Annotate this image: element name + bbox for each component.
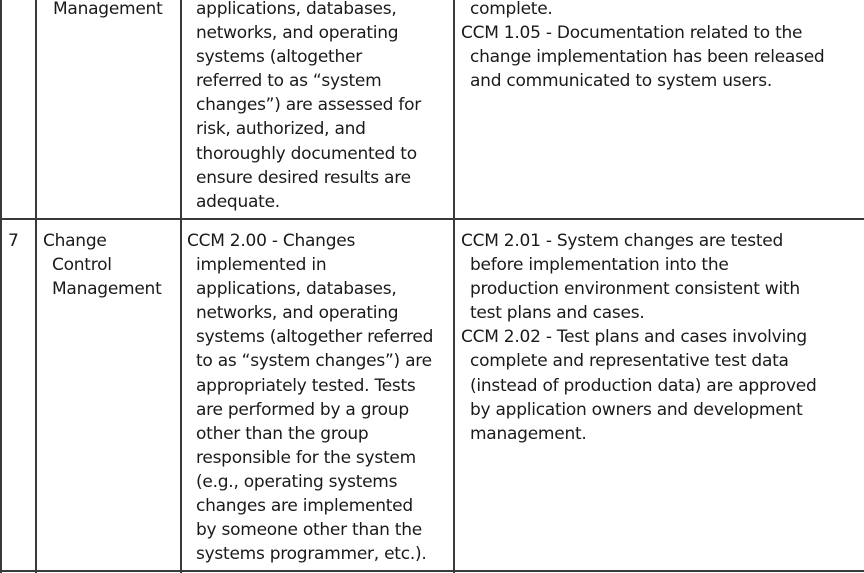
objective-text-line: responsible for the system: [196, 447, 416, 468]
objective-text-line: thoroughly documented to: [196, 143, 417, 164]
row-1-criteria-cell: [461, 0, 824, 93]
objective-text-line: by someone other than the: [196, 520, 422, 541]
objective-text-line: are performed by a group: [196, 399, 409, 420]
column-divider-number: [35, 0, 37, 573]
objective-text-line: (e.g., operating systems: [196, 471, 398, 492]
table-border-left: [0, 0, 2, 573]
row-2-number: 7: [8, 231, 19, 251]
objective-text-line: to as “system changes”) are: [196, 351, 432, 372]
row-2-area-cell: [43, 229, 162, 301]
criteria-text-line: by application owners and development: [470, 399, 803, 420]
criteria-text-line: complete.: [470, 0, 553, 19]
table-border-bottom: [0, 570, 864, 572]
objective-text-line: adequate.: [196, 191, 280, 212]
row-1-objective-cell: [196, 0, 421, 214]
objective-text-line: changes are implemented: [196, 496, 413, 517]
row-2-criteria-cell: [461, 229, 817, 446]
objective-text-line: networks, and operating: [196, 303, 399, 324]
row-2-objective-cell: [187, 229, 433, 566]
criteria-text-line: test plans and cases.: [470, 303, 645, 324]
objective-text-line: applications, databases,: [196, 0, 397, 19]
criteria-text-line: CCM 2.01 - System changes are tested: [461, 231, 784, 251]
objective-text-line: systems (altogether referred: [196, 327, 434, 348]
objective-text-line: risk, authorized, and: [196, 119, 366, 140]
objective-text-line: implemented in: [196, 255, 327, 276]
area-text-line: Change: [43, 231, 107, 251]
criteria-text-line: complete and representative test data: [470, 351, 789, 372]
criteria-text-line: (instead of production data) are approved: [470, 375, 817, 396]
area-text-line: Control: [52, 255, 112, 276]
objective-text-line: applications, databases,: [196, 279, 397, 300]
criteria-text-line: before implementation into the: [470, 255, 729, 276]
area-text-line: Management: [52, 279, 162, 300]
column-divider-area: [180, 0, 182, 573]
criteria-text-line: change implementation has been released: [470, 47, 825, 68]
column-divider-objective: [453, 0, 455, 573]
objective-text-line: other than the group: [196, 423, 369, 444]
area-text-line: Management: [53, 0, 163, 19]
row-divider: [0, 218, 864, 220]
objective-text-line: referred to as “system: [196, 71, 382, 92]
objective-text-line: appropriately tested. Tests: [196, 375, 416, 396]
objective-text-line: ensure desired results are: [196, 167, 411, 188]
criteria-text-line: CCM 1.05 - Documentation related to the: [461, 23, 803, 44]
objective-text-line: systems programmer, etc.).: [196, 544, 427, 565]
criteria-text-line: management.: [470, 423, 587, 444]
row-1-area-cell: [53, 0, 163, 21]
objective-text-line: changes”) are assessed for: [196, 95, 421, 116]
objective-text-line: networks, and operating: [196, 23, 399, 44]
criteria-text-line: and communicated to system users.: [470, 71, 773, 92]
criteria-text-line: CCM 2.02 - Test plans and cases involving: [461, 327, 807, 348]
objective-text-line: CCM 2.00 - Changes: [187, 231, 356, 251]
criteria-text-line: production environment consistent with: [470, 279, 800, 300]
objective-text-line: systems (altogether: [196, 47, 362, 68]
